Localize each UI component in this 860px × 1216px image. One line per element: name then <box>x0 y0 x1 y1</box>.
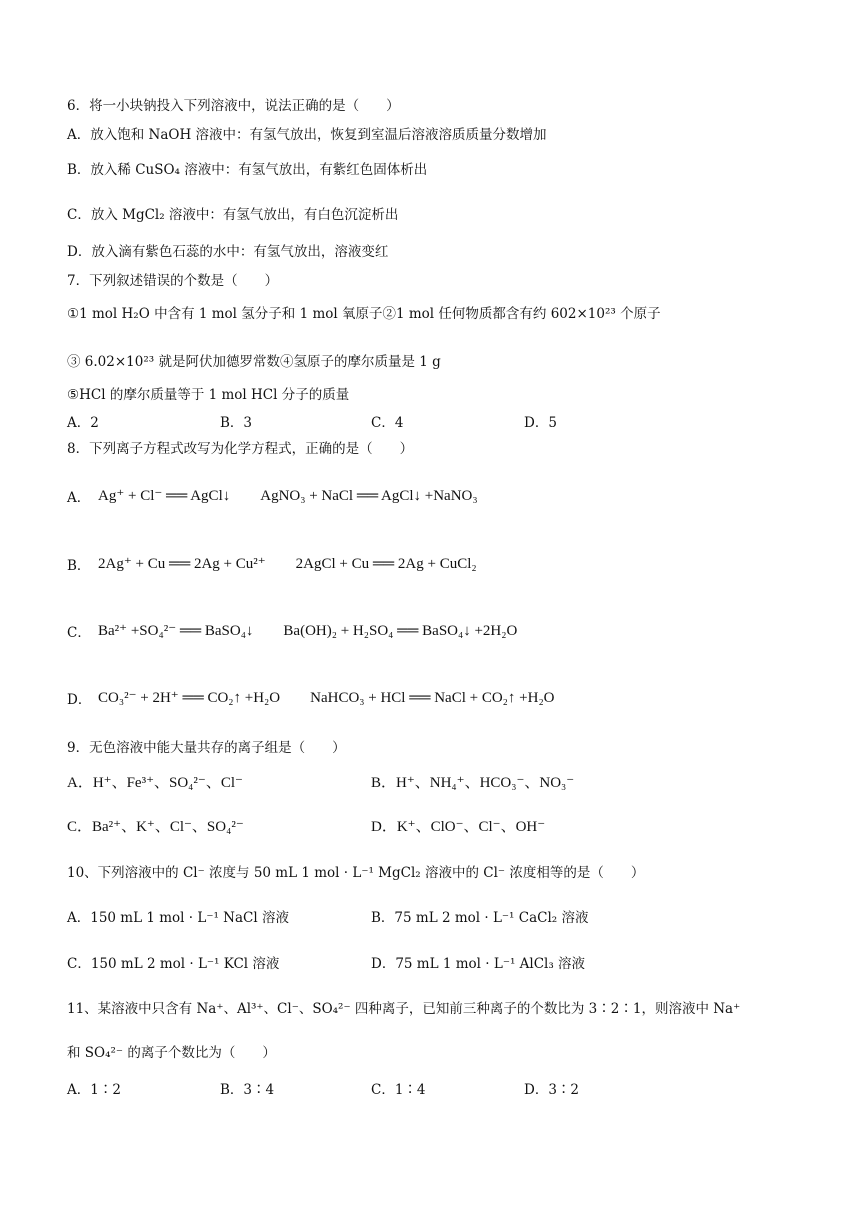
q7-stem: 7．下列叙述错误的个数是（ ） <box>67 273 279 289</box>
q6-stem: 6．将一小块钠投入下列溶液中，说法正确的是（ ） <box>67 98 400 114</box>
q7-statements-3-4: ③ 6.02×10²³ 就是阿伏加德罗常数④氢原子的摩尔质量是 1 g <box>67 354 441 370</box>
q7-statement-5: ⑤HCl 的摩尔质量等于 1 mol HCl 分子的质量 <box>67 387 350 403</box>
q11-option-b: B．3∶4 <box>220 1082 275 1098</box>
q8-option-c-label: C． <box>67 625 91 641</box>
q8-option-d-label: D． <box>67 692 92 708</box>
q8-option-a-label: A． <box>67 490 91 506</box>
q8-stem: 8．下列离子方程式改写为化学方程式，正确的是（ ） <box>67 441 414 457</box>
q10-option-a: A．150 mL 1 mol · L⁻¹ NaCl 溶液 <box>67 910 289 926</box>
q8-option-b-label: B． <box>67 558 91 574</box>
q7-option-c: C．4 <box>371 415 404 431</box>
q6-option-b: B．放入稀 CuSO₄ 溶液中：有氢气放出，有紫红色固体析出 <box>67 162 428 178</box>
q6-option-c: C．放入 MgCl₂ 溶液中：有氢气放出，有白色沉淀析出 <box>67 207 399 223</box>
q11-option-a: A．1∶2 <box>67 1082 121 1098</box>
q7-option-d: D．5 <box>524 415 557 431</box>
q8-option-b-equation: 2Ag⁺ + Cu ══ 2Ag + Cu²⁺ 2AgCl + Cu ══ 2Ag + CuCl₂ <box>98 556 477 572</box>
q6-option-a: A．放入饱和 NaOH 溶液中：有氢气放出，恢复到室温后溶液溶质质量分数增加 <box>67 127 547 143</box>
q8-option-c-equation: Ba²⁺ +SO₄²⁻ ══ BaSO₄↓ Ba(OH)₂ + H₂SO₄ ══ BaSO₄↓ +2H₂O <box>98 623 518 639</box>
q10-option-b: B．75 mL 2 mol · L⁻¹ CaCl₂ 溶液 <box>371 910 589 926</box>
q10-option-d: D．75 mL 1 mol · L⁻¹ AlCl₃ 溶液 <box>371 956 586 972</box>
q11-option-d: D．3∶2 <box>524 1082 580 1098</box>
q8-option-d-equation: CO₃²⁻ + 2H⁺ ══ CO₂↑ +H₂O NaHCO₃ + HCl ══ NaCl + CO₂↑ +H₂O <box>98 690 555 706</box>
q9-option-c: C．Ba²⁺、K⁺、Cl⁻、SO₄²⁻ <box>67 819 244 835</box>
q7-option-a: A．2 <box>67 415 99 431</box>
q8-option-a-equation: Ag⁺ + Cl⁻ ══ AgCl↓ AgNO₃ + NaCl ══ AgCl↓ +NaNO₃ <box>98 488 478 504</box>
q9-option-d: D．K⁺、ClO⁻、Cl⁻、OH⁻ <box>371 819 546 835</box>
q9-option-a: A．H⁺、Fe³⁺、SO₄²⁻、Cl⁻ <box>67 775 243 791</box>
q11-option-c: C．1∶4 <box>371 1082 426 1098</box>
q11-stem-line2: 和 SO₄²⁻ 的离子个数比为（ ） <box>67 1045 276 1061</box>
q10-stem: 10、下列溶液中的 Cl⁻ 浓度与 50 mL 1 mol · L⁻¹ MgCl₂ 溶液中的 Cl⁻ 浓度相等的是（ ） <box>67 865 645 881</box>
q7-option-b: B．3 <box>220 415 253 431</box>
q6-option-d: D．放入滴有紫色石蕊的水中：有氢气放出，溶液变红 <box>67 244 389 260</box>
q11-stem-line1: 11、某溶液中只含有 Na⁺、Al³⁺、Cl⁻、SO₄²⁻ 四种离子，已知前三种离子的个数比为 3∶2∶1，则溶液中 Na⁺ <box>67 1001 741 1017</box>
q9-stem: 9．无色溶液中能大量共存的离子组是（ ） <box>67 740 346 756</box>
q10-option-c: C．150 mL 2 mol · L⁻¹ KCl 溶液 <box>67 956 280 972</box>
q7-statements-1-2: ①1 mol H₂O 中含有 1 mol 氢分子和 1 mol 氧原子②1 mol 任何物质都含有约 602×10²³ 个原子 <box>67 306 661 322</box>
q9-option-b: B．H⁺、NH₄⁺、HCO₃⁻、NO₃⁻ <box>371 775 575 791</box>
